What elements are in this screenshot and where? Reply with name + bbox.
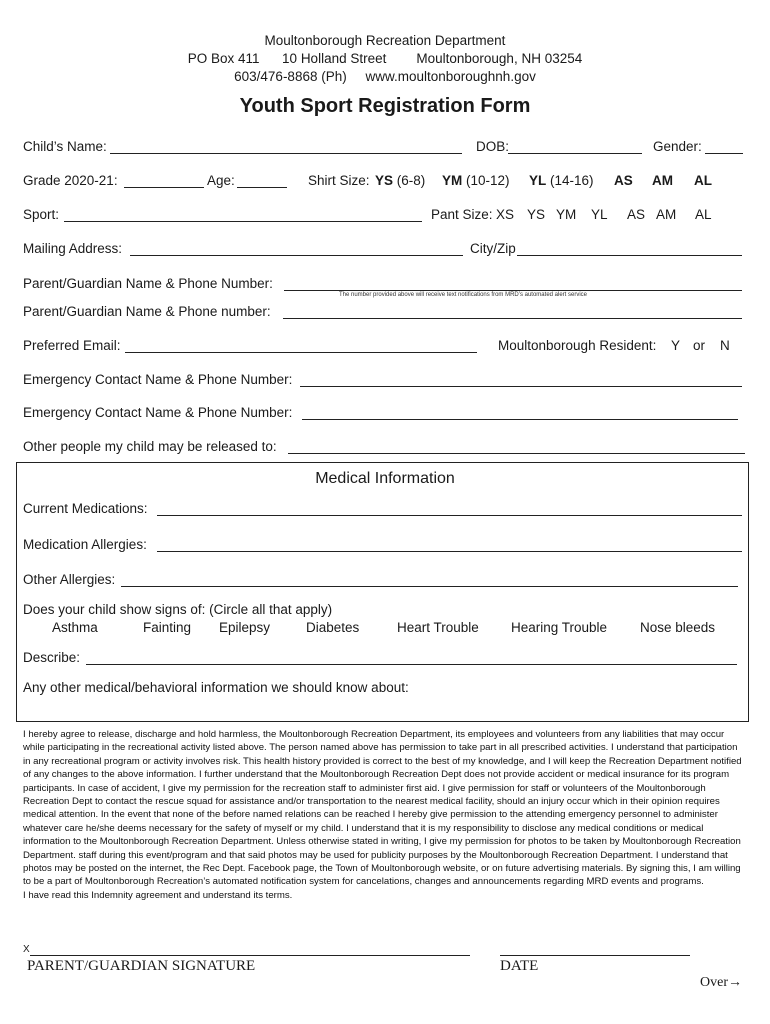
mailing-address-label: Mailing Address:: [23, 241, 123, 256]
pant-size-yl[interactable]: YL: [591, 207, 608, 222]
pant-size-am[interactable]: AM: [656, 207, 677, 222]
shirt-size-code: YL: [529, 173, 547, 188]
guardian-note: The number provided above will receive text notifications from MRD’s automated alert service: [339, 292, 587, 298]
gender-field[interactable]: [705, 153, 743, 154]
condition-diabetes[interactable]: Diabetes: [306, 620, 360, 635]
shirt-size-as[interactable]: AS: [614, 173, 633, 188]
date-label: DATE: [500, 958, 539, 974]
shirt-size-range: (14-16): [550, 173, 594, 188]
parent-signature-label: PARENT/GUARDIAN SIGNATURE: [27, 958, 256, 974]
grade-field[interactable]: [124, 187, 204, 188]
city-zip-field[interactable]: [517, 255, 742, 256]
condition-fainting[interactable]: Fainting: [143, 620, 192, 635]
dob-label: DOB:: [476, 139, 510, 154]
medication-allergies-field[interactable]: [157, 551, 742, 552]
indemnity-text: I hereby agree to release, discharge and hold harmless, the Moultonborough Recreation Department, its employees and volunteers from any liabilities that may occur while participating in the recreational activity listed above. The person named above has permission to take part in all prescribed activities. I understand that participation in any recreational program or activity involves risk. This health history provided is correct to the best of my knowledge, and I will keep the Recreation Department notified of any changes to the above information. I further understand that the Moultonborough Recreation Dept does not provide accident or medical insurance for its program participants. In case of accident, I give my permission for the recreation staff to administer first aid. I give permission for staff or volunteers of the Moultonborough Recreation Dept to contact the rescue squad for assistance and/or transportation to the nearest medical facility, should an injury occur which in their opinion requires medical attention. In the event that none of the before named relations can be reached I hereby give permission to the attending emergency personnel to administer whatever care he/she deems necessary for the safety of myself or my child. I understand that it is my responsibility to disclose any medical conditions or medical information to the Moultonborough Recreation Department. Unless otherwise stated in writing, I give my permission for photos to be taken by Moultonborough Recreation Department. staff during this event/program and that said photos may be used for publicity purposes by the Moultonborough Recreation Department. I understand that photos may be posted on the internet, the Rec Dept. Facebook page, the Town of Moultonborough website, or on future advertising materials. By signing this, I am willing to be a part of Moultonborough Recreation’s automated notification system for cancelations, changes and announcements regarding MRD events and programs. I have read this Indemnity agreement and understand its terms.: [23, 729, 742, 901]
condition-nose-bleeds[interactable]: Nose bleeds: [640, 620, 716, 635]
dob-field[interactable]: [508, 153, 642, 154]
other-info-label: Any other medical/behavioral information we should know about:: [23, 680, 409, 695]
current-medications-field[interactable]: [157, 515, 742, 516]
shirt-size-ys[interactable]: [375, 173, 425, 188]
emergency1-field[interactable]: [300, 386, 742, 387]
resident-yes[interactable]: Y: [671, 338, 681, 353]
shirt-size-ym[interactable]: [442, 173, 510, 188]
gender-label: Gender:: [653, 139, 702, 154]
child-name-label: Child’s Name:: [23, 139, 107, 154]
condition-asthma[interactable]: Asthma: [52, 620, 98, 635]
release-label: Other people my child may be released to:: [23, 439, 277, 454]
parent-signature-field[interactable]: [30, 955, 470, 956]
pant-size-label: Pant Size:: [431, 207, 493, 222]
shirt-size-range: (10-12): [466, 173, 510, 188]
shirt-size-yl[interactable]: [529, 173, 594, 188]
email-field[interactable]: [125, 352, 477, 353]
guardian2-label: Parent/Guardian Name & Phone number:: [23, 304, 271, 319]
shirt-size-code: YM: [442, 173, 463, 188]
pant-size-ys[interactable]: YS: [527, 207, 546, 222]
condition-epilepsy[interactable]: Epilepsy: [219, 620, 271, 635]
shirt-size-range: (6-8): [396, 173, 426, 188]
medical-heading: Medical Information: [315, 470, 455, 487]
sport-label: Sport:: [23, 207, 60, 222]
org-address: PO Box 411 10 Holland Street Moultonborough, NH 03254: [187, 51, 583, 66]
grade-label: Grade 2020-21:: [23, 173, 118, 188]
describe-label: Describe:: [23, 650, 81, 665]
describe-field[interactable]: [86, 664, 737, 665]
condition-hearing-trouble[interactable]: Hearing Trouble: [511, 620, 608, 635]
shirt-size-code: YS: [375, 173, 394, 188]
guardian1-label: Parent/Guardian Name & Phone Number:: [23, 276, 273, 291]
release-field[interactable]: [288, 453, 745, 454]
over-label: Over→: [700, 975, 742, 990]
shirt-size-am[interactable]: AM: [652, 173, 673, 188]
city-zip-label: City/Zip: [470, 241, 516, 256]
current-medications-label: Current Medications:: [23, 501, 148, 516]
age-label: Age:: [207, 173, 235, 188]
emergency1-label: Emergency Contact Name & Phone Number:: [23, 372, 293, 387]
pant-size-as[interactable]: AS: [627, 207, 646, 222]
medication-allergies-label: Medication Allergies:: [23, 537, 147, 552]
org-name: Moultonborough Recreation Department: [264, 33, 506, 48]
mailing-address-field[interactable]: [130, 255, 463, 256]
shirt-size-label: Shirt Size:: [308, 173, 370, 188]
resident-label: Moultonborough Resident:: [498, 338, 657, 353]
condition-heart-trouble[interactable]: Heart Trouble: [397, 620, 479, 635]
sport-field[interactable]: [64, 221, 422, 222]
emergency2-field[interactable]: [302, 419, 738, 420]
guardian1-field[interactable]: [284, 290, 742, 291]
form-title: Youth Sport Registration Form: [239, 95, 531, 117]
resident-or: or: [693, 338, 706, 353]
resident-no[interactable]: N: [720, 338, 730, 353]
other-allergies-label: Other Allergies:: [23, 572, 116, 587]
pant-size-al[interactable]: AL: [695, 207, 712, 222]
date-field[interactable]: [500, 955, 690, 956]
shirt-size-al[interactable]: AL: [694, 173, 712, 188]
email-label: Preferred Email:: [23, 338, 121, 353]
signature-x-mark: X: [23, 944, 30, 955]
pant-size-ym[interactable]: YM: [556, 207, 577, 222]
other-allergies-field[interactable]: [121, 586, 738, 587]
signs-prompt: Does your child show signs of: (Circle all that apply): [23, 602, 333, 617]
child-name-field[interactable]: [110, 153, 462, 154]
guardian2-field[interactable]: [283, 318, 742, 319]
pant-size-xs[interactable]: XS: [496, 207, 515, 222]
age-field[interactable]: [237, 187, 287, 188]
org-contact: 603/476-8868 (Ph) www.moultonboroughnh.gov: [234, 69, 536, 84]
emergency2-label: Emergency Contact Name & Phone Number:: [23, 405, 293, 420]
